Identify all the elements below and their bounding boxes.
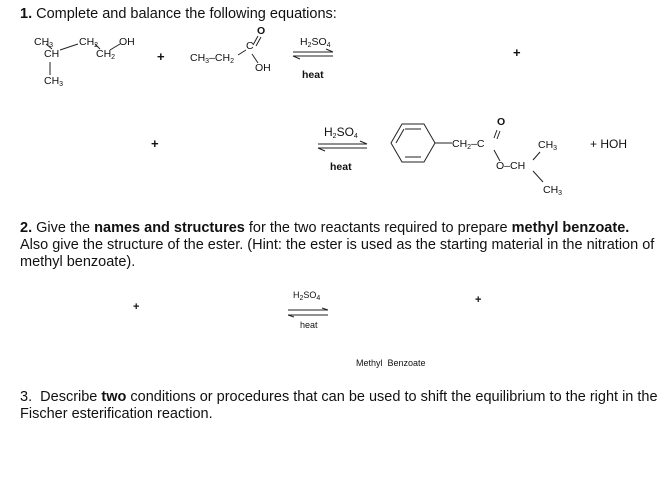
plus-sign: + xyxy=(475,294,482,306)
plus-sign: + xyxy=(513,45,521,60)
question-2 xyxy=(20,220,660,271)
q2-number: 2. xyxy=(20,220,33,236)
catalyst-label: $H_2SO_4$ xyxy=(293,290,321,302)
label-ch3-ch2: $CH_3-CH_2$ xyxy=(190,52,234,65)
question-3 xyxy=(20,389,660,423)
product-label: Methyl Benzoate xyxy=(356,358,426,368)
double-bond xyxy=(494,130,497,138)
plus-sign: + xyxy=(133,301,140,313)
q3-bold: two xyxy=(101,389,127,405)
label-ch: CH xyxy=(44,48,60,60)
benzene-ring xyxy=(391,124,452,162)
label-ch2: $CH_2$ xyxy=(79,36,99,49)
q2-text: for the two reactants required to prepare xyxy=(248,220,508,236)
bond xyxy=(533,171,543,182)
q1-text: Complete and balance the following equations: xyxy=(36,6,337,22)
label-ch3: $CH_3$ xyxy=(543,184,563,197)
double-bond xyxy=(497,131,500,139)
q3-text: conditions or procedures that can be used to shift the equilibrium to the right in the Fischer esterification reaction. xyxy=(20,389,658,422)
label-o: O xyxy=(257,25,266,37)
label-ch2-c: $CH_2-C$ xyxy=(452,138,485,151)
condition-label: heat xyxy=(300,320,318,330)
plus-sign: + xyxy=(151,136,159,151)
condition-label: heat xyxy=(330,161,352,173)
q2-text: Give the xyxy=(36,220,91,236)
q3-number: 3. xyxy=(20,389,33,405)
plus-sign: + xyxy=(157,49,165,64)
catalyst-label: $H_2SO_4$ xyxy=(300,36,331,49)
q2-bold: methyl benzoate. xyxy=(511,220,630,236)
label-ch3: $CH_3$ xyxy=(34,36,54,49)
question-1 xyxy=(20,6,337,23)
label-o-ch: O–CH xyxy=(496,160,526,172)
equilibrium-arrow-3 xyxy=(288,308,328,317)
q2-bold: names and structures xyxy=(94,220,245,236)
q3-text: Describe xyxy=(40,389,98,405)
label-ch2: $CH_2$ xyxy=(96,48,116,61)
q2-text: Also give the structure of the ester. (Hint: the ester is used as the starting material in the nitration of methyl benzoate). xyxy=(20,237,655,270)
label-c: C xyxy=(246,40,254,52)
bond xyxy=(60,44,78,50)
label-oh: OH xyxy=(119,36,135,48)
q1-number: 1. xyxy=(20,6,33,22)
label-ch3: $CH_3$ xyxy=(538,139,558,152)
label-oh: OH xyxy=(255,62,271,74)
label-o: O xyxy=(497,116,506,128)
label-ch3: $CH_3$ xyxy=(44,75,64,88)
catalyst-label: $H_2SO_4$ xyxy=(324,125,358,140)
bond xyxy=(238,50,246,55)
condition-label: heat xyxy=(302,69,324,81)
byproduct-water: + HOH xyxy=(590,137,628,151)
